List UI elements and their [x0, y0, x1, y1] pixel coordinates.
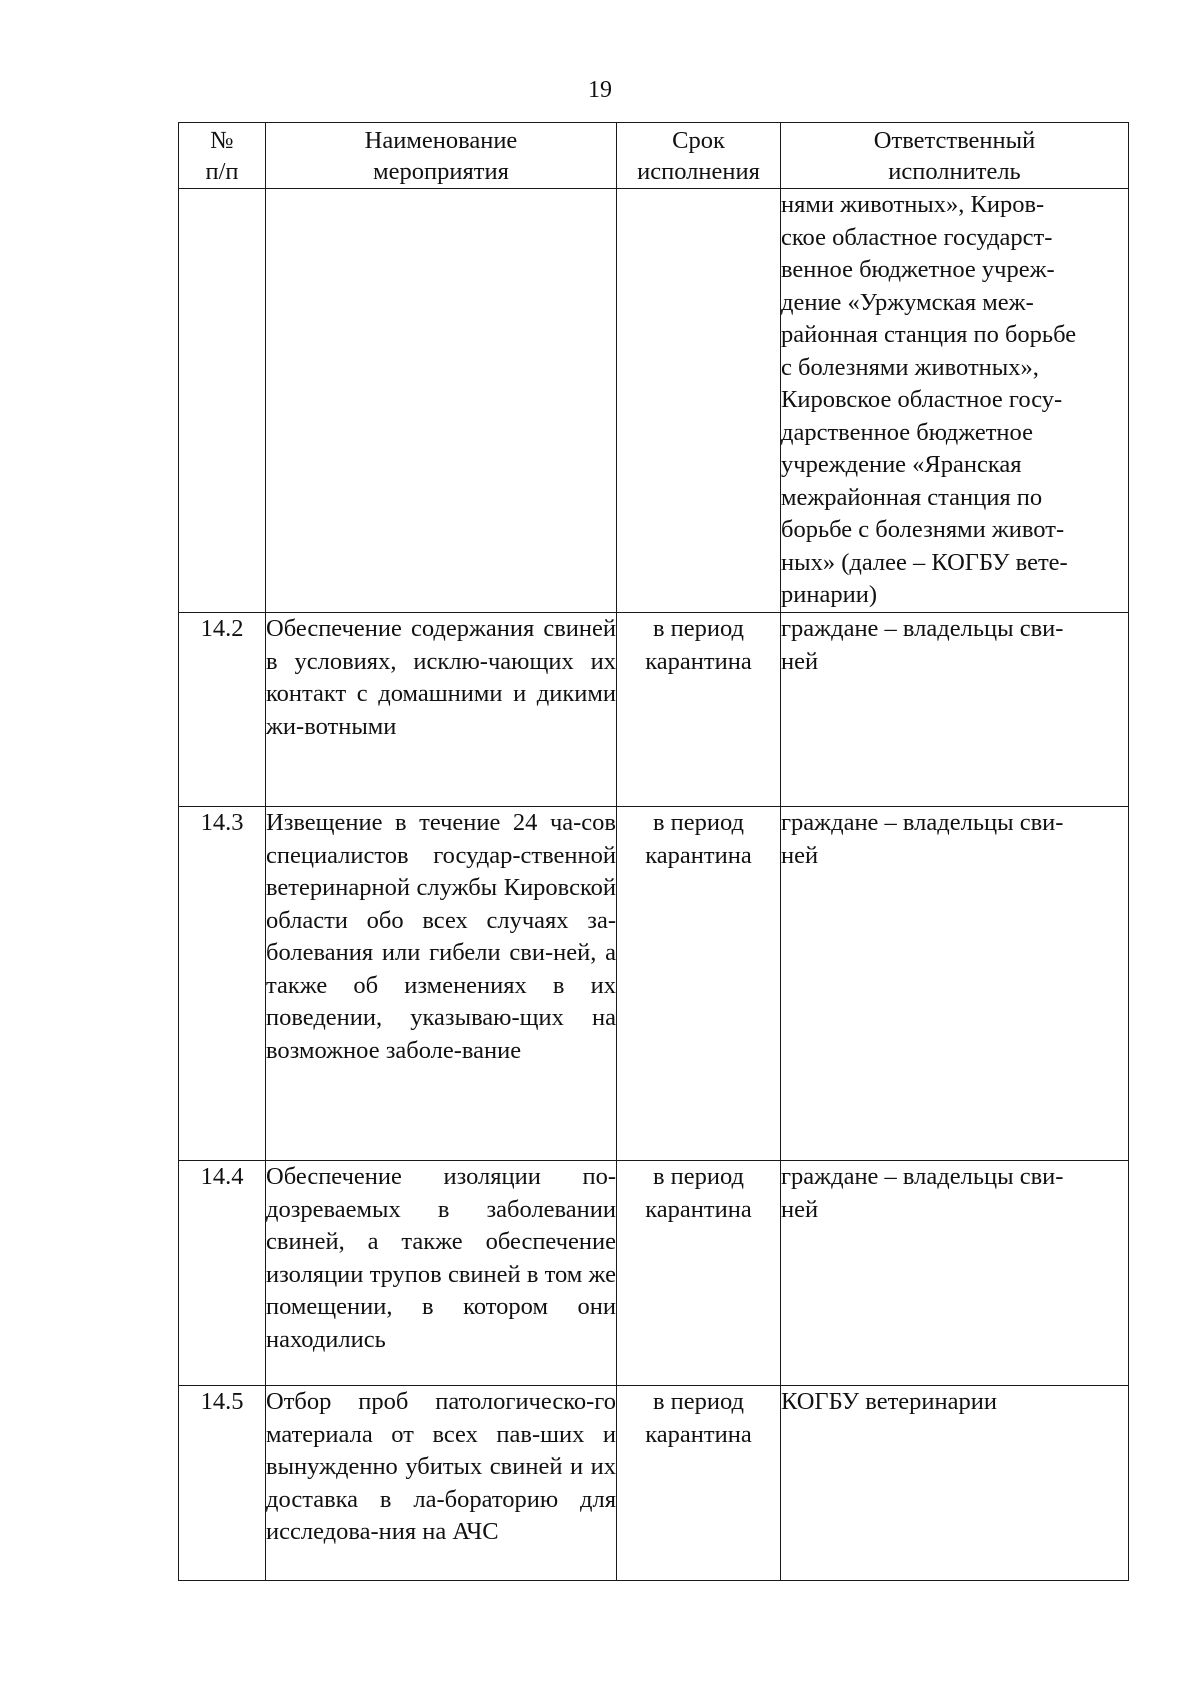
table-row-continuation: [179, 189, 1129, 613]
cell-name: Извещение в течение 24 ча-сов специалистов государ-ственной ветеринарной службы Кировской области обо всех случаях за-болевания или гибели сви-ней, а также об изменениях в их поведении, указываю-щих на возможное заболе-вание: [266, 807, 617, 1161]
header-term: Срок исполнения: [617, 123, 781, 189]
cell-responsible: КОГБУ ветеринарии: [781, 1386, 1129, 1581]
cell-name: [266, 189, 617, 613]
cell-num: 14.4: [179, 1161, 266, 1386]
cell-term: в период карантина: [617, 613, 781, 807]
cell-term: [617, 189, 781, 613]
header-name: Наименование мероприятия: [266, 123, 617, 189]
cell-num: [179, 189, 266, 613]
cell-responsible: нями животных», Киров- ское областное государст- венное бюджетное учреж- дение «Уржумская меж- районная станция по борьбе с болезнями животных», Кировское областное госу- дарственное бюджетное учреждение «Яранская межрайонная станция по борьбе с болезнями живот- ных» (далее – КОГБУ вете- ринарии): [781, 189, 1129, 613]
table-row: [179, 613, 1129, 807]
cell-name: Отбор проб патологическо-го материала от всех пав-ших и вынужденно убитых свиней и их доставка в ла-бораторию для исследова-ния на АЧС: [266, 1386, 617, 1581]
cell-name: Обеспечение содержания свиней в условиях, исклю-чающих их контакт с домашними и дикими жи-вотными: [266, 613, 617, 807]
cell-name: Обеспечение изоляции по-дозреваемых в заболевании свиней, а также обеспечение изоляции трупов свиней в том же помещении, в котором они находились: [266, 1161, 617, 1386]
header-responsible: Ответственный исполнитель: [781, 123, 1129, 189]
measures-table: [178, 122, 1129, 1581]
cell-num: 14.2: [179, 613, 266, 807]
cell-num: 14.5: [179, 1386, 266, 1581]
header-num: № п/п: [179, 123, 266, 189]
cell-term: в период карантина: [617, 1386, 781, 1581]
cell-term: в период карантина: [617, 807, 781, 1161]
cell-num: 14.3: [179, 807, 266, 1161]
table-row: [179, 807, 1129, 1161]
cell-responsible: граждане – владельцы сви- ней: [781, 1161, 1129, 1386]
table-header-row: [179, 123, 1129, 189]
table-row: [179, 1386, 1129, 1581]
table-row: [179, 1161, 1129, 1386]
cell-term: в период карантина: [617, 1161, 781, 1386]
cell-responsible: граждане – владельцы сви- ней: [781, 613, 1129, 807]
page-number: 19: [588, 77, 612, 103]
cell-responsible: граждане – владельцы сви- ней: [781, 807, 1129, 1161]
